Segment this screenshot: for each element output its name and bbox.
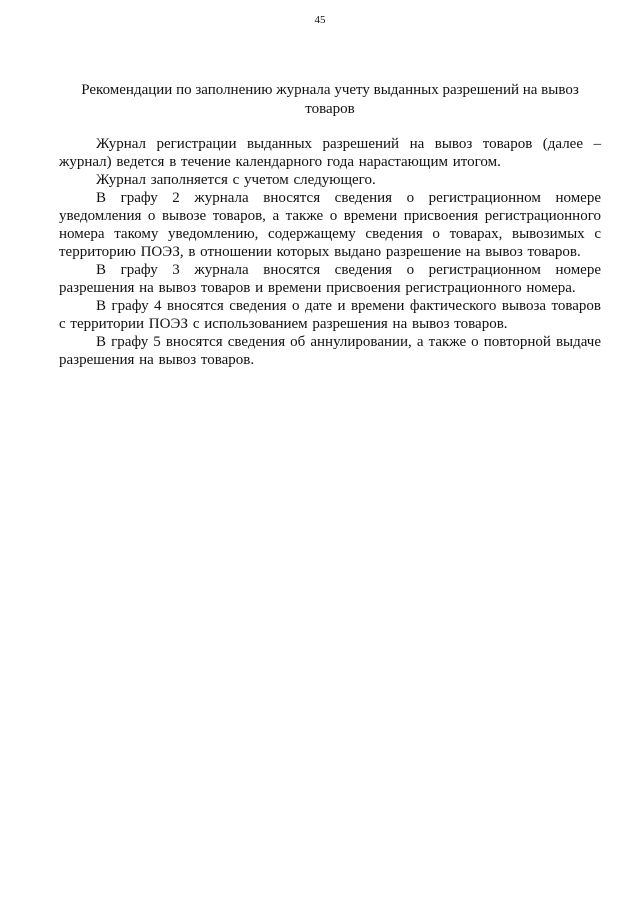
paragraph-journal-intro: Журнал регистрации выданных разрешений на вывоз товаров (далее – журнал) ведется в течение календарного года нарастающим итогом. — [59, 136, 601, 170]
paragraph-column-3: В графу 3 журнала вносятся сведения о регистрационном номере разрешения на вывоз товаров и времени присвоения регистрационного номера. — [59, 262, 601, 296]
document-body — [59, 135, 601, 369]
paragraph-filling-rules: Журнал заполняется с учетом следующего. — [96, 172, 376, 188]
paragraph-column-5: В графу 5 вносятся сведения об аннулировании, а также о повторной выдаче разрешения на вывоз товаров. — [59, 334, 601, 368]
paragraph-column-4: В графу 4 вносятся сведения о дате и времени фактического вывоза товаров с территории ПОЭЗ с использованием разрешения на вывоз товаров. — [59, 298, 601, 332]
document-title: Рекомендации по заполнению журнала учету выданных разрешений на вывоз товаров — [81, 82, 579, 117]
paragraph-column-2: В графу 2 журнала вносятся сведения о регистрационном номере уведомления о вывозе товаров, а также о времени присвоения регистрационного номера такому уведомлению, содержащему сведения о товарах, вывозимых с территорию ПОЭЗ, в отношении которых выдано разрешение на вывоз товаров. — [59, 190, 601, 260]
page-number: 45 — [314, 14, 326, 26]
